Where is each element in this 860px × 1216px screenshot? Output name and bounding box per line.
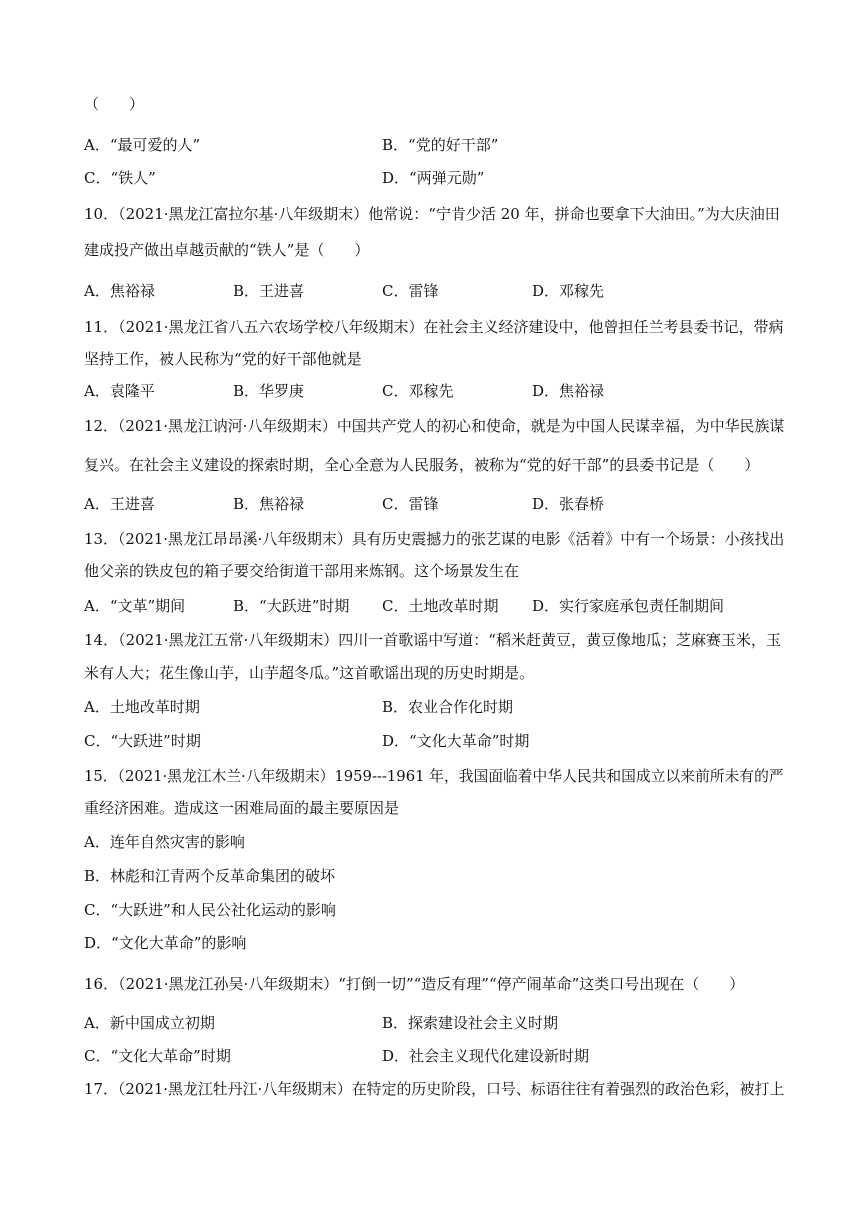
q12-option-a: A．王进喜 <box>84 495 155 513</box>
q9-option-a: A．“最可爱的人” <box>84 136 201 154</box>
q13-option-a: A．“文革”期间 <box>84 597 186 615</box>
q10-option-d: D．邓稼先 <box>532 282 605 300</box>
q9-answer-paren: （ ） <box>84 95 145 113</box>
q13-stem-line1: 13．（2021·黑龙江昂昂溪·八年级期末）具有历史震撼力的张艺谋的电影《活着》中有一个场景：小孩找出 <box>84 530 785 548</box>
q10-option-a: A．焦裕禄 <box>84 282 155 300</box>
q11-stem-line1: 11．（2021·黑龙江省八五六农场学校八年级期末）在社会主义经济建设中，他曾担任兰考县委书记，带病 <box>84 318 784 336</box>
q16-option-d: D．社会主义现代化建设新时期 <box>382 1047 590 1065</box>
q11-option-c: C．邓稼先 <box>382 382 454 400</box>
q11-stem-line2: 坚持工作，被人民称为“党的好干部他就是 <box>84 350 362 368</box>
q14-option-b: B．农业合作化时期 <box>382 698 514 716</box>
q13-option-d: D．实行家庭承包责任制期间 <box>532 597 725 615</box>
q11-option-b: B．华罗庚 <box>233 382 305 400</box>
q15-stem-line1: 15．（2021·黑龙江木兰·八年级期末）1959---1961 年，我国面临着中华人民共和国成立以来前所未有的严 <box>84 767 784 785</box>
q16-option-c: C．“文化大革命”时期 <box>84 1047 231 1065</box>
q15-option-a: A．连年自然灾害的影响 <box>84 833 245 851</box>
q12-option-d: D．张春桥 <box>532 495 605 513</box>
q10-option-c: C．雷锋 <box>382 282 439 300</box>
q13-option-b: B．“大跃进”时期 <box>233 597 350 615</box>
q9-option-b: B．“党的好干部” <box>382 136 499 154</box>
q15-option-d: D．“文化大革命”的影响 <box>84 934 247 952</box>
q9-option-d: D．“两弹元勋” <box>382 169 485 187</box>
q15-stem-line2: 重经济困难。造成这一困难局面的最主要原因是 <box>84 799 400 817</box>
q16-stem-line1: 16．（2021·黑龙江孙吴·八年级期末）“打倒一切”“造反有理”“停产闹革命”这类口号出现在（ ） <box>84 975 745 993</box>
q11-option-d: D．焦裕禄 <box>532 382 605 400</box>
q12-option-b: B．焦裕禄 <box>233 495 305 513</box>
q10-option-b: B．王进喜 <box>233 282 305 300</box>
q14-option-c: C．“大跃进”时期 <box>84 732 201 750</box>
q13-option-c: C．土地改革时期 <box>382 597 499 615</box>
q14-stem-line2: 米有人大；花生像山芋，山芋超冬瓜。”这首歌谣出现的历史时期是。 <box>84 664 535 682</box>
q10-stem-line1: 10．（2021·黑龙江富拉尔基·八年级期末）他常说：“宁肯少活 20 年，拼命也要拿下大油田。”为大庆油田 <box>84 205 780 223</box>
q14-option-d: D．“文化大革命”时期 <box>382 732 530 750</box>
q10-stem-line2: 建成投产做出卓越贡献的“铁人”是（ ） <box>84 241 370 259</box>
q16-option-b: B．探索建设社会主义时期 <box>382 1014 559 1032</box>
q12-stem-line2: 复兴。在社会主义建设的探索时期，全心全意为人民服务，被称为“党的好干部”的县委书记是（ ） <box>84 456 760 474</box>
q15-option-c: C．“大跃进”和人民公社化运动的影响 <box>84 901 336 919</box>
q12-option-c: C．雷锋 <box>382 495 439 513</box>
q15-option-b: B．林彪和江青两个反革命集团的破坏 <box>84 867 336 885</box>
q13-stem-line2: 他父亲的铁皮包的箱子要交给街道干部用来炼钢。这个场景发生在 <box>84 562 520 580</box>
q17-stem-line1: 17．（2021·黑龙江牡丹江·八年级期末）在特定的历史阶段，口号、标语往往有着强烈的政治色彩，被打上 <box>84 1080 785 1098</box>
q11-option-a: A．袁隆平 <box>84 382 155 400</box>
q12-stem-line1: 12．（2021·黑龙江讷河·八年级期末）中国共产党人的初心和使命，就是为中国人民谋幸福，为中华民族谋 <box>84 417 785 435</box>
q16-option-a: A．新中国成立初期 <box>84 1014 215 1032</box>
q14-option-a: A．土地改革时期 <box>84 698 200 716</box>
q9-option-c: C．“铁人” <box>84 169 156 187</box>
q14-stem-line1: 14．（2021·黑龙江五常·八年级期末）四川一首歌谣中写道：“稻米赶黄豆，黄豆像地瓜；芝麻赛玉米，玉 <box>84 631 781 649</box>
